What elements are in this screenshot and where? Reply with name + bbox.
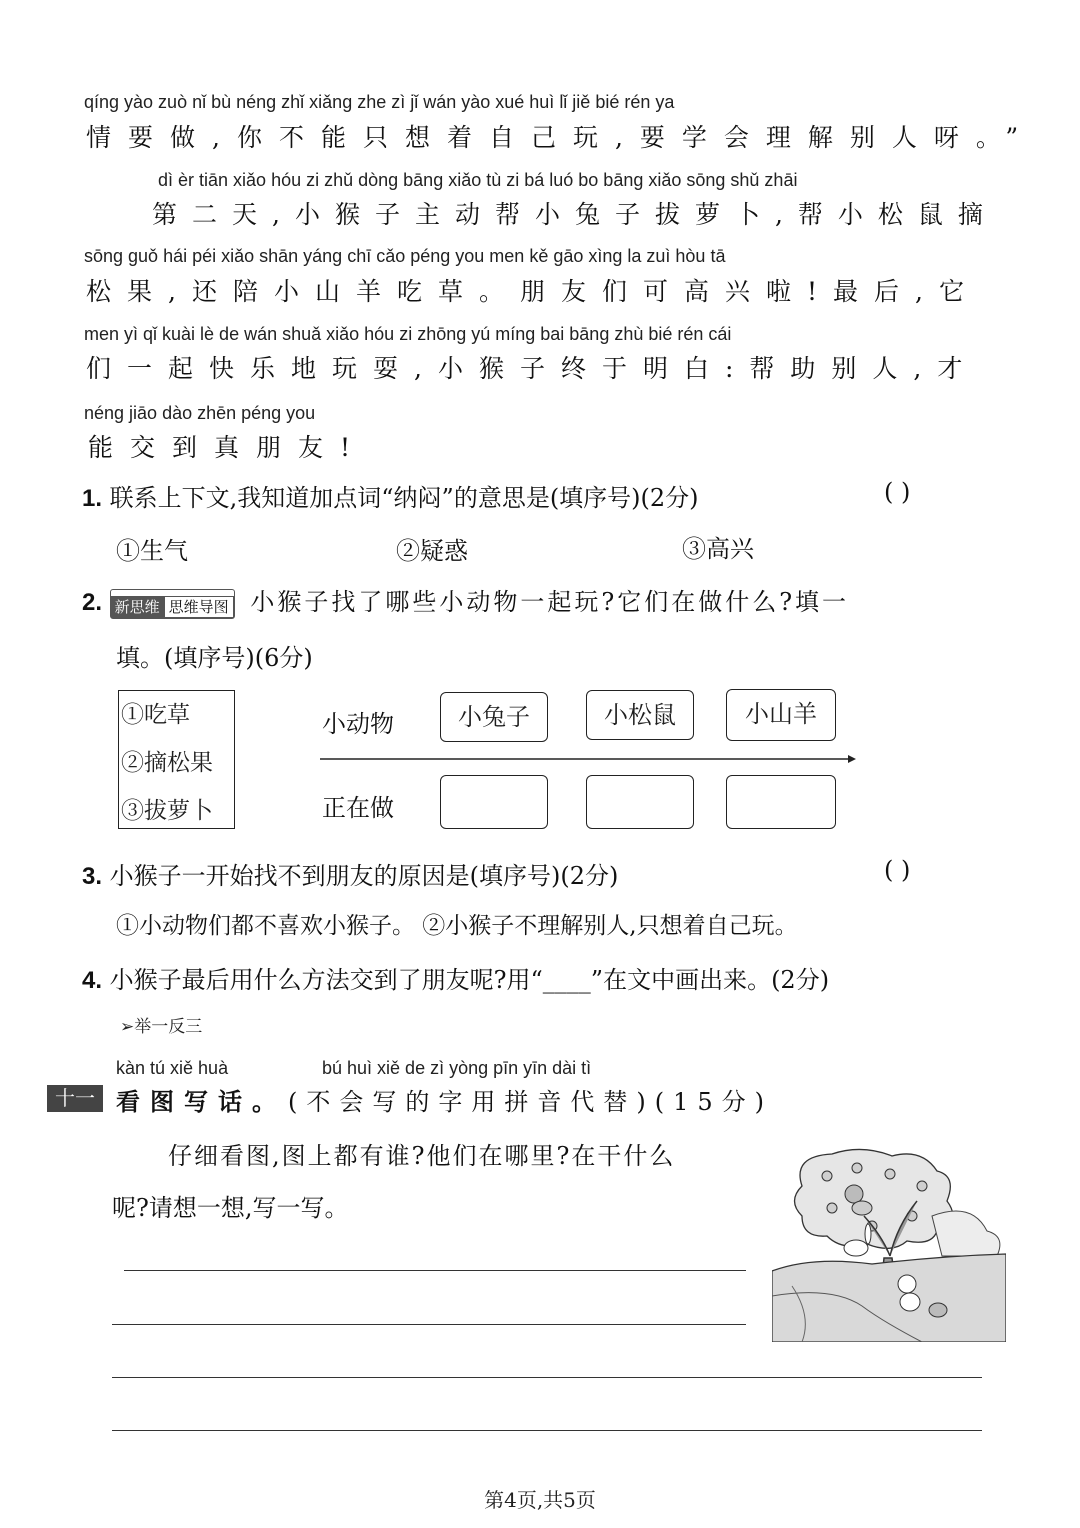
answer-box-3[interactable] (726, 775, 836, 829)
hanzi-line-1: 情要做,你不能只想着自己玩,要学会理解别人呀。” (86, 123, 1036, 152)
legend-item: ③拔萝卜 (121, 798, 213, 824)
animal-box-rabbit (440, 692, 548, 742)
question-number: 3. (82, 863, 103, 890)
legend-item: ①吃草 (121, 702, 190, 728)
question-text: 小猴子一开始找不到朋友的原因是(填序号)(2分) (109, 862, 619, 890)
q1-option-1: ①生气 (116, 537, 188, 565)
hanzi-line-3: 松果,还陪小山羊吃草。朋友们可高兴啦!最后,它 (86, 277, 980, 306)
answer-paren-3[interactable]: ( ) (884, 856, 911, 884)
animal-box-squirrel (586, 690, 694, 740)
section-title-pinyin: kàn tú xiě huà (116, 1058, 229, 1078)
pinyin-line-2: dì èr tiān xiǎo hóu zi zhǔ dòng bāng xiǎo tù zi bá luó bo bāng xiǎo sōng shǔ zhāi (158, 170, 798, 190)
q1-option-2: ②疑惑 (396, 537, 468, 565)
writing-line[interactable] (112, 1430, 982, 1431)
answer-box-2[interactable] (586, 775, 694, 829)
question-text: 联系上下文,我知道加点词“纳闷”的意思是(填序号)(2分) (109, 484, 699, 512)
section-note: (不会写的字用拼音代替)(15分) (288, 1088, 773, 1116)
writing-prompt-line-1: 仔细看图,图上都有谁?他们在哪里?在干什么 (168, 1142, 676, 1170)
section-title: 看图写话。 (116, 1087, 286, 1116)
pinyin-line-5: néng jiāo dào zhēn péng you (84, 403, 316, 423)
writing-prompt-line-2: 呢?请想一想,写一写。 (112, 1194, 349, 1222)
badge-new-thinking: 新思维 (111, 596, 164, 618)
hanzi-line-5: 能交到真朋友! (88, 433, 368, 462)
question-2 (82, 582, 849, 619)
animal-box-goat (726, 689, 836, 741)
hanzi-line-2: 第二天,小猴子主动帮小兔子拔萝卜,帮小松鼠摘 (152, 200, 998, 229)
answer-box-1[interactable] (440, 775, 548, 829)
page-footer: 第4页,共5页 (484, 1488, 596, 1512)
legend-item: ②摘松果 (121, 750, 213, 776)
question-number: 2. (82, 589, 103, 616)
underline-blank: ____ (542, 966, 591, 994)
question-3 (82, 856, 618, 891)
pinyin-line-3: sōng guǒ hái péi xiǎo shān yáng chī cǎo péng you men kě gāo xìng la zuì hòu tā (84, 246, 726, 266)
mind-map-badge (110, 589, 235, 619)
question-text: 小猴子找了哪些小动物一起玩?它们在做什么?填一 (250, 588, 850, 616)
extend-label: ➢举一反三 (120, 1017, 203, 1037)
pinyin-line-1: qíng yào zuò nǐ bù néng zhǐ xiǎng zhe zì jǐ wán yào xué huì lǐ jiě bié rén ya (84, 92, 675, 112)
question-2-continued: 填。(填序号)(6分) (116, 644, 313, 672)
q3-options: ①小动物们都不喜欢小猴子。 ②小猴子不理解别人,只想着自己玩。 (116, 913, 798, 939)
question-1 (82, 478, 699, 513)
section-number-badge: 十一 (47, 1085, 103, 1112)
animal-label: 小山羊 (745, 700, 817, 728)
q1-option-3: ③高兴 (682, 535, 754, 563)
writing-line[interactable] (124, 1270, 746, 1271)
writing-line[interactable] (112, 1377, 982, 1378)
tree-scene-illustration (772, 1146, 1006, 1342)
question-text: 小猴子最后用什么方法交到了朋友呢?用“ (109, 966, 543, 994)
answer-paren-1[interactable]: ( ) (884, 478, 911, 506)
row-label-doing: 正在做 (322, 794, 394, 822)
animal-label: 小兔子 (458, 703, 530, 731)
question-4 (82, 960, 829, 995)
badge-mind-map: 思维导图 (164, 596, 234, 618)
pinyin-line-4: men yì qǐ kuài lè de wán shuǎ xiǎo hóu zi zhōng yú míng bai bāng zhù bié rén cái (84, 324, 732, 344)
question-number: 1. (82, 485, 103, 512)
row-label-animals: 小动物 (322, 710, 394, 738)
question-number: 4. (82, 967, 103, 994)
legend-box (118, 690, 235, 829)
hanzi-line-4: 们一起快乐地玩耍,小猴子终于明白:帮助别人,才 (86, 354, 979, 383)
question-text-end: ”在文中画出来。(2分) (590, 966, 830, 994)
timeline-arrow (318, 752, 858, 766)
section-note-pinyin: bú huì xiě de zì yòng pīn yīn dài tì (322, 1058, 592, 1078)
animal-label: 小松鼠 (604, 701, 676, 729)
writing-line[interactable] (112, 1324, 746, 1325)
